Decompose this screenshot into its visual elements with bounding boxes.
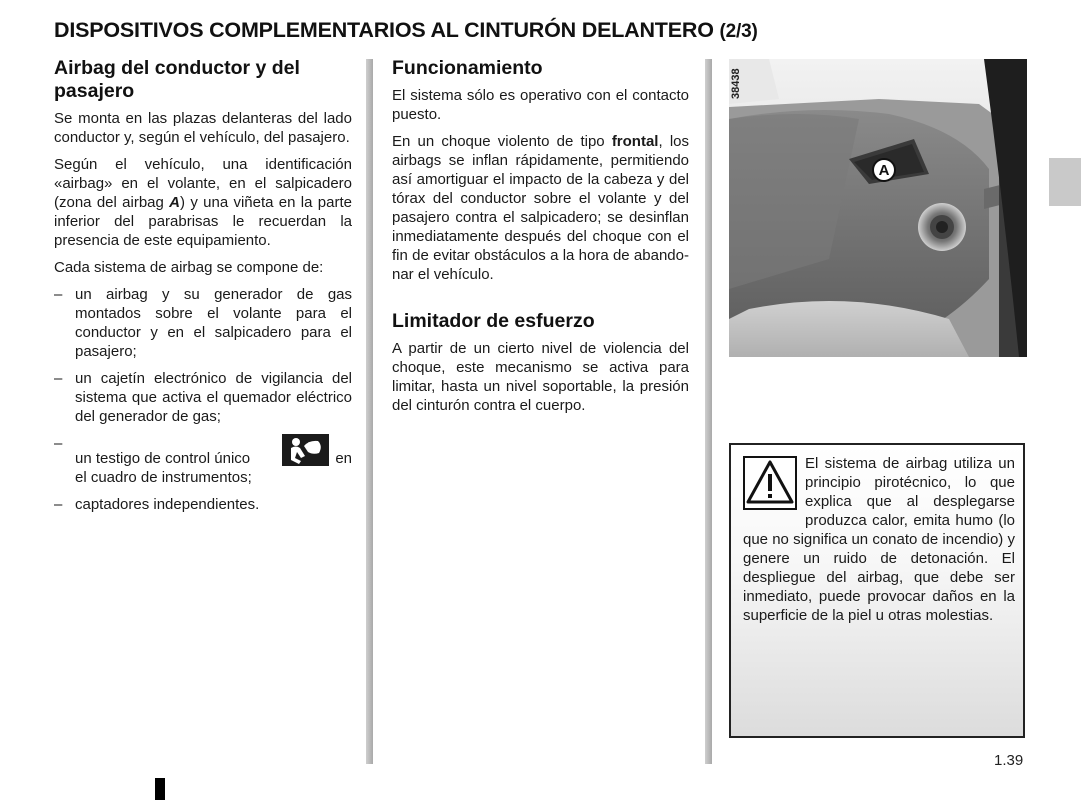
operation-paragraph-2-end: , los airbags se inflan rápidamente, permitiendo así amortiguar el impacto de la cabeza y del tórax del conductor sobre el volante y del pasajero contra el salpicadero; se desinflan inmediatamente después del choque con el fin de evitar obstáculos a la hora de abandonar el vehículo. (392, 133, 689, 283)
airbag-paragraph-3: Cada sistema de airbag se compone de: (54, 259, 324, 276)
airbag-paragraph-2-end: ) y una viñeta en la parte inferior del parabrisas le recuerdan la presencia de este equipamiento. (54, 194, 352, 249)
operation-heading: Funcionamiento (392, 57, 543, 79)
limiter-paragraph: A partir de un cierto nivel de violencia del choque, este mecanismo se activa para limitar, hasta un nivel soportable, la presión del cinturón contra el cuerpo. (392, 340, 689, 414)
airbag-components-list (54, 285, 352, 514)
airbag-column (54, 57, 352, 522)
operation-paragraph-2-start: En un choque violento de tipo (392, 133, 612, 150)
airbag-paragraph-2 (54, 155, 352, 250)
column-divider (705, 59, 712, 764)
warning-text: El sistema de airbag utiliza un principio pirotécnico, lo que explica que al desplegarse produzca calor, emita humo (lo que no significa un conato de incendio) y genere un ruido de detonación. El despliegue del airbag, que debe ser inmediato, puede provocar daños en la superficie de la piel u otras molestias. (743, 455, 1015, 624)
callout-a: A (878, 162, 890, 179)
warning-triangle-icon (743, 456, 797, 510)
page-title-text: DISPOSITIVOS COMPLEMENTARIOS AL CINTURÓN DELANTERO (54, 18, 714, 42)
warning-box (729, 443, 1025, 738)
airbag-paragraph-1: Se monta en las plazas delanteras del lado conductor y, según el vehículo, del pasajero. (54, 110, 352, 146)
list-item: – un cajetín electrónico de vigilancia del sistema que activa el quemador eléctrico del generador de gas; (54, 369, 352, 426)
column-divider (366, 59, 373, 764)
operation-column (392, 57, 689, 423)
chapter-thumb-tab (1049, 158, 1081, 206)
warning-content (743, 454, 1015, 625)
figure-ref-code: 38438 (730, 68, 742, 99)
testigo-text-cont: el cuadro de instrumentos; (75, 469, 252, 486)
testigo-text-end: en (335, 450, 352, 467)
page-part: (2/3) (719, 21, 758, 42)
list-item: – captadores independientes. (54, 495, 352, 514)
frontal-bold: frontal (611, 133, 659, 150)
page-title (54, 18, 758, 43)
testigo-text: – un testigo de control único (75, 450, 251, 467)
testigo-line (75, 434, 352, 468)
print-mark (155, 778, 165, 800)
page-number: 1.39 (994, 752, 1024, 769)
airbag-paragraph-2-start: Según el vehículo, una identificación «airbag» en el volante, en el salpicadero (zona del airbag (54, 156, 352, 211)
airbag-warning-icon (282, 434, 329, 466)
dashboard-photo (729, 59, 1027, 357)
airbag-heading: Airbag del conductor y del pasajero (54, 57, 300, 102)
zone-ref-a: A (169, 194, 181, 211)
operation-paragraph-1: El sistema sólo es operativo con el contacto puesto. (392, 87, 689, 123)
list-item: – un airbag y su generador de gas montados sobre el volante para el conductor y en el salpicadero para el pasajero; (54, 285, 352, 361)
list-item (54, 434, 352, 487)
operation-paragraph-2 (392, 132, 689, 284)
limiter-heading: Limitador de esfuerzo (392, 310, 595, 332)
